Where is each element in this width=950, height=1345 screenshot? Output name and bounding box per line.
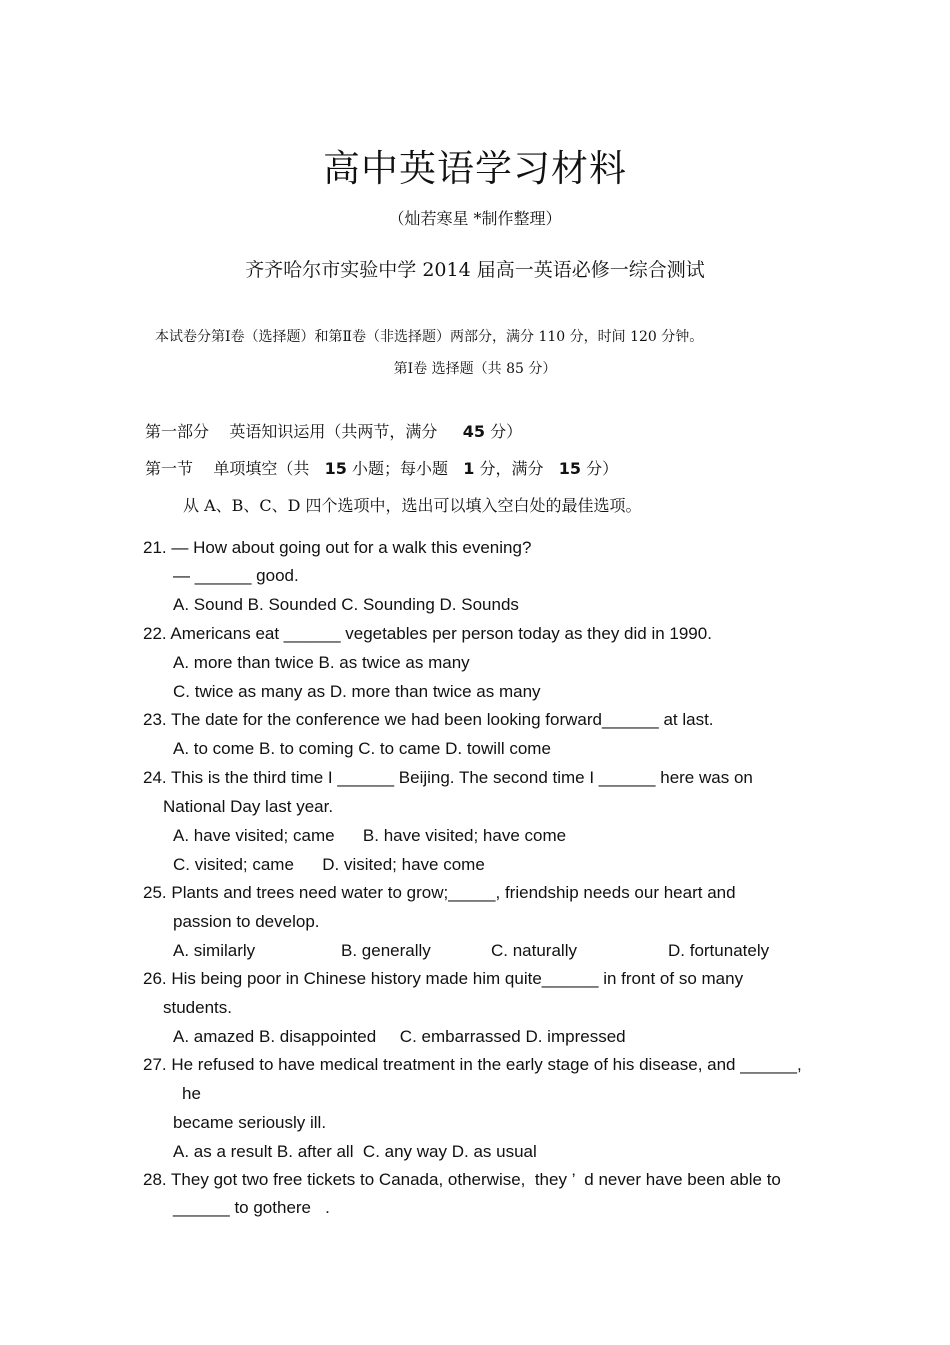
document-title: 高中英语学习材料 [323,147,627,190]
question-line: became seriously ill. [173,1113,327,1132]
option-line: A. more than twice B. as twice as many [173,653,470,672]
question-line: passion to develop. [173,912,320,931]
option-line: A. to come B. to coming C. to came D. towill come [173,739,551,758]
question-line: ______ to gothere . [173,1198,330,1217]
section-one-text-4: 分） [581,459,619,478]
option-line: C. twice as many as D. more than twice as many [173,682,541,701]
option-line: C. visited; came D. visited; have come [173,855,485,874]
part-one-score: 45 [462,422,486,441]
part-one-heading-text: 第一部分 英语知识运用（共两节，满分 [145,422,463,441]
section-one-text-1: 第一节 单项填空（共 [145,459,325,478]
question-line: — ______ good. [173,566,299,585]
section-one-count: 15 [324,459,347,478]
option-line: A. Sound B. Sounded C. Sounding D. Sounds [173,595,519,614]
exam-title: 齐齐哈尔市实验中学 2014 届高一英语必修一综合测试 [245,259,705,281]
option-line: A. have visited; came B. have visited; have come [173,826,567,845]
question-line: 22. Americans eat ______ vegetables per person today as they did in 1990. [143,624,712,643]
question-line: 28. They got two free tickets to Canada, otherwise, they ’ d never have been able to [143,1170,781,1189]
part-one-heading-end: 分） [485,422,523,441]
option-d: D. fortunately [668,941,770,960]
question-line: 27. He refused to have medical treatment in the early stage of his disease, and ______, [143,1055,802,1074]
section-one-heading [145,456,618,479]
question-line: 25. Plants and trees need water to grow;_____, friendship needs our heart and [143,883,736,902]
question-line: 26. His being poor in Chinese history made him quite______ in front of so many [143,969,744,988]
option-line: A. as a result B. after all C. any way D. as usual [173,1142,537,1161]
option-b: B. generally [341,941,431,960]
option-c: C. naturally [491,941,577,960]
question-line: National Day last year. [163,797,334,816]
section-one-text-2: 小题；每小题 [346,459,464,478]
exam-intro: 本试卷分第Ⅰ卷（选择题）和第Ⅱ卷（非选择题）两部分，满分 110 分，时间 120 分钟。 [155,329,704,345]
option-a: A. similarly [173,941,256,960]
volume-heading: 第Ⅰ卷 选择题（共 85 分） [393,361,557,377]
section-one-total: 15 [558,459,581,478]
section-one-per-item: 1 [463,459,475,478]
section-instruction: 从 A、B、C、D 四个选项中，选出可以填入空白处的最佳选项。 [183,496,642,515]
document-subtitle: （灿若寒星 *制作整理） [388,209,562,228]
question-line: 21. — How about going out for a walk this evening? [143,538,532,557]
section-one-text-3: 分，满分 [474,459,559,478]
question-line: 24. This is the third time I ______ Beijing. The second time I ______ here was on [143,768,753,787]
question-line: 23. The date for the conference we had been looking forward______ at last. [143,710,714,729]
question-line: he [182,1084,201,1103]
question-line: students. [163,998,232,1017]
part-one-heading [145,419,522,442]
option-line: A. amazed B. disappointed C. embarrassed D. impressed [173,1027,626,1046]
